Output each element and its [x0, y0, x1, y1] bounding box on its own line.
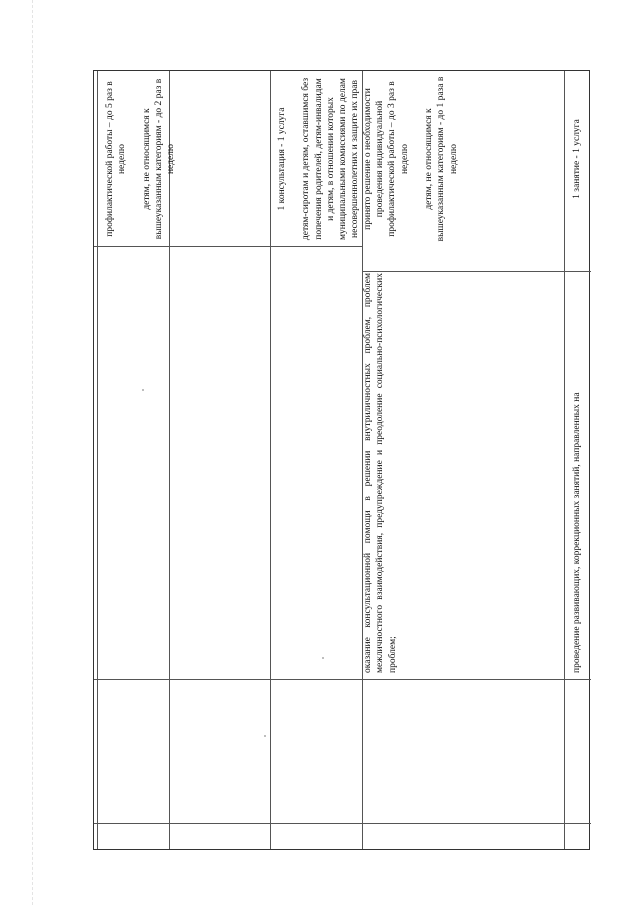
- row3-description-text: [571, 273, 583, 673]
- row2-description-cell: [356, 273, 412, 678]
- column-separator-main: [94, 679, 591, 680]
- row-separator-2: [270, 71, 271, 849]
- page-edge-guide: [32, 0, 33, 905]
- row1-not-in-categories: детям, не относящимся к вышеуказанным категориям - до 2 раз в неделю: [141, 78, 177, 240]
- row1-frequency-text: [104, 75, 177, 243]
- row3-unit: 1 занятие - 1 услуга: [572, 119, 582, 199]
- row2-unit: 1 консультация - 1 услуга: [277, 107, 287, 211]
- services-table: [93, 70, 590, 850]
- row3-unit-cell: [564, 73, 590, 270]
- scan-speck: [264, 735, 266, 737]
- row1-preventive-end: профилактической работы – до 5 раз в неделю: [105, 81, 128, 237]
- row2-not-in-categories: детям, не относящимся к вышеуказанным категориям - до 1 раза в неделю: [423, 76, 459, 242]
- row1-frequency-cell: [102, 73, 262, 245]
- row2-frequency-text: [276, 75, 460, 243]
- column-separator-bottom: [94, 823, 591, 824]
- row3-description-cell: [564, 273, 590, 678]
- column-separator-row1: [94, 246, 362, 247]
- row2-orphans-frequency: детям-сиротам и детям, оставшимся без попечения родителей, детям-инвалидам и детям, в отношении которых муниципальными комиссиями по делам несовершеннолетних и защите их прав принято решение о необходимости проведения индивидуальной профилактической работы – до 3 раз в неделю: [301, 77, 410, 241]
- row2-frequency-cell: [274, 73, 459, 245]
- row2-description-text: [362, 273, 399, 673]
- row3-service-description: проведение развивающих, коррекционных занятий, направленных на: [572, 392, 582, 673]
- row2-service-description: оказание консультационной помощи в решении внутриличностных проблем, проблем межличностного взаимодействия, предупреждение и преодоление социально-психологических проблем;: [363, 273, 398, 673]
- scan-speck: [142, 389, 144, 391]
- table-border-inner-left: [97, 71, 98, 849]
- column-separator-row2: [362, 271, 591, 272]
- scan-speck: [322, 657, 324, 659]
- row3-unit-text: [571, 75, 583, 243]
